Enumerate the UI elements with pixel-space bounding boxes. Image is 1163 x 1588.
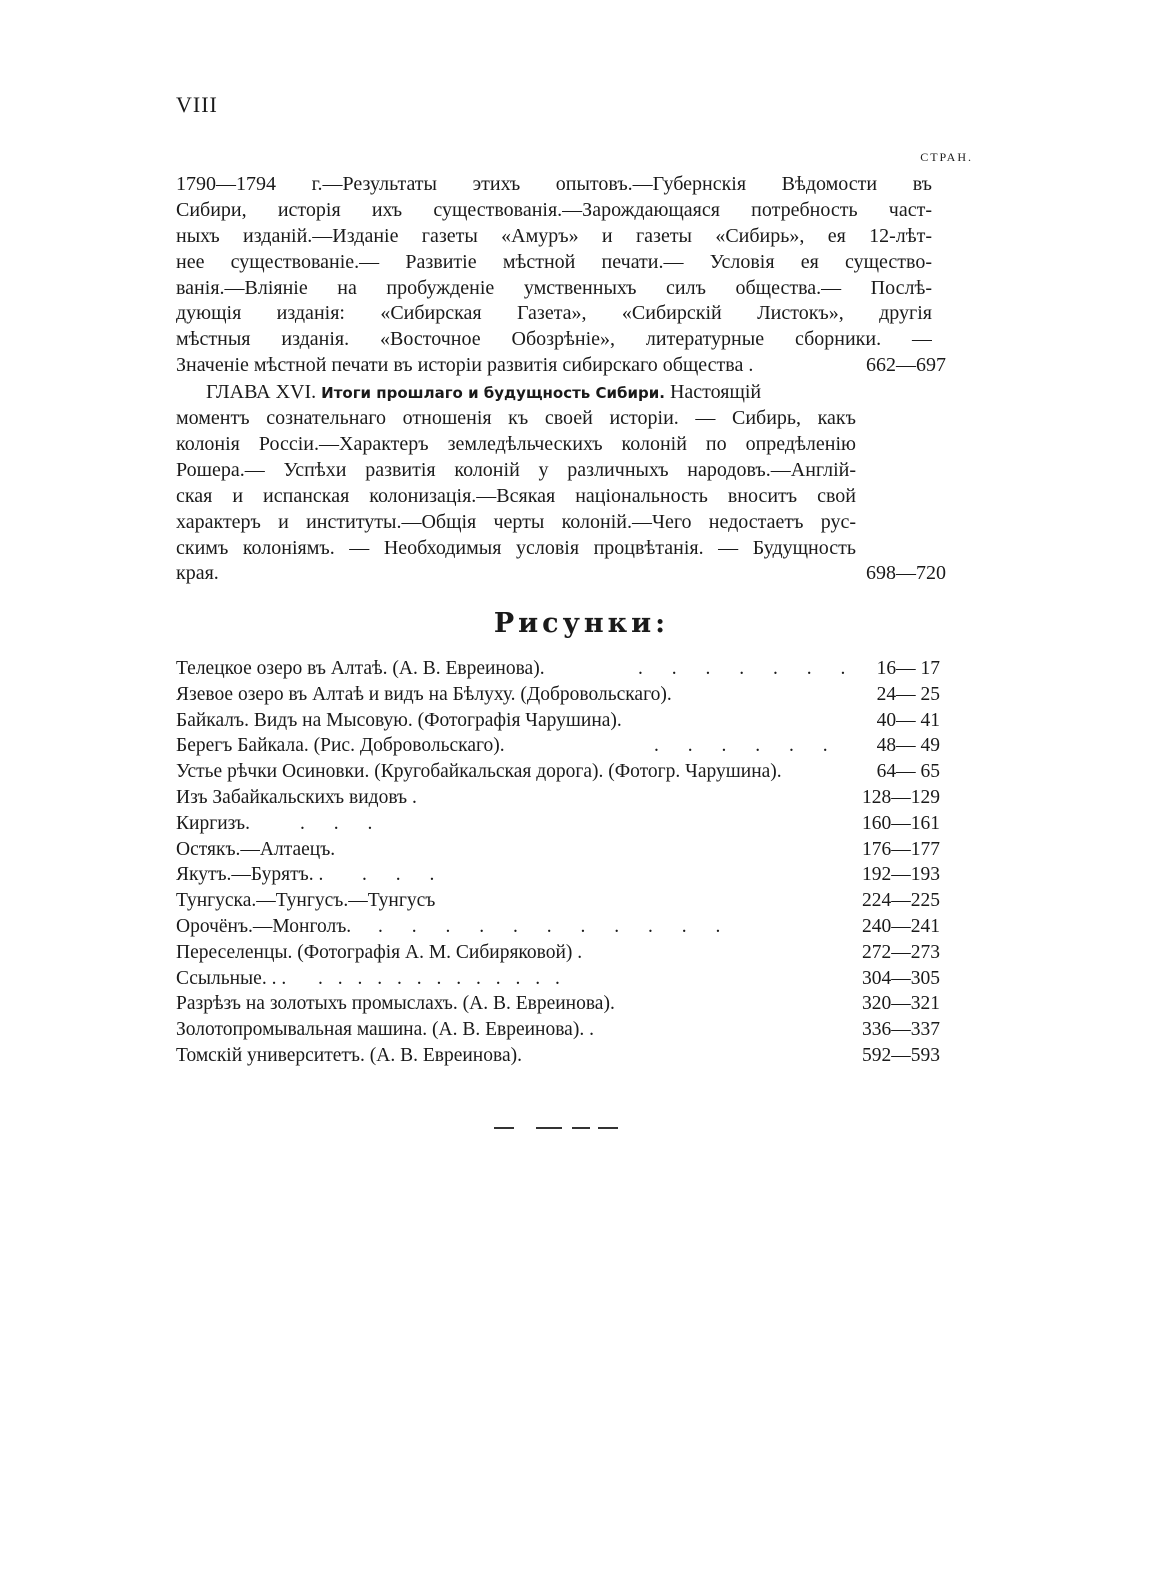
figure-pages: 128—129	[862, 786, 940, 808]
figures-list	[176, 656, 940, 1069]
figure-pages: 336—337	[862, 1019, 940, 1041]
figure-title: Берегъ Байкала. (Рис. Добровольскаго).	[176, 735, 505, 757]
figure-title: Переселенцы. (Фотографія А. М. Сибиряковой) .	[176, 941, 583, 963]
toc-line-text: Значеніе мѣстной печати въ исторіи развитія сибирскаго общества .	[176, 354, 754, 377]
toc-line	[176, 224, 932, 250]
end-rule-segment	[536, 1127, 562, 1129]
figure-title: Тунгуска.—Тунгусъ.—Тунгусъ	[176, 890, 436, 912]
end-rule-segment	[598, 1127, 618, 1129]
figure-entry	[176, 708, 940, 734]
figure-title: Орочёнъ.—Монголъ.	[176, 915, 352, 937]
toc-line	[176, 327, 932, 353]
toc-line	[176, 276, 932, 302]
figure-entry	[176, 682, 940, 708]
leader-dots: . . . . . . . . . . .	[378, 915, 733, 937]
pages-column-header: СТРАН.	[920, 150, 973, 164]
toc-line-text: 1790—1794 г.—Результаты этихъ опытовъ.—Губернскія Вѣдомости въ	[176, 173, 932, 195]
figure-title: Киргизъ.	[176, 812, 250, 834]
figure-pages: 16— 17	[876, 658, 940, 679]
chapter-line	[176, 432, 856, 458]
chapter-last-line: края.	[176, 562, 219, 585]
toc-line-text: Сибири, исторія ихъ существованія.—Зарождающаяся потребность част-	[176, 198, 932, 221]
figure-title: Разрѣзъ на золотыхъ промыслахъ. (А. В. Евреинова).	[176, 993, 615, 1015]
chapter-line	[176, 458, 856, 484]
figure-pages: 192—193	[862, 864, 940, 886]
figure-title: Остякъ.—Алтаецъ.	[176, 838, 336, 860]
figure-pages: 320—321	[862, 993, 940, 1015]
leader-dots: . . .	[362, 864, 447, 886]
leader-dots: . . . . . .	[654, 735, 840, 757]
chapter-line-text: Рошера.— Успѣхи развитія колоній у различныхъ народовъ.—Англій-	[176, 458, 856, 481]
chapter-line	[176, 406, 856, 432]
figure-pages: 240—241	[862, 915, 940, 937]
figure-entry	[176, 966, 940, 992]
toc-line	[176, 198, 932, 224]
figure-title: Изъ Забайкальскихъ видовъ .	[176, 786, 417, 808]
figure-entry	[176, 656, 940, 682]
chapter-line	[176, 536, 856, 562]
figure-entry	[176, 785, 940, 811]
chapter-line	[176, 484, 856, 510]
toc-line-text: ванія.—Вліяніе на пробужденіе умственныхъ силъ общества.— Послѣ-	[176, 276, 932, 299]
figure-entry	[176, 888, 940, 914]
figure-pages: 160—161	[862, 812, 940, 834]
figure-pages: 224—225	[862, 890, 940, 912]
chapter-label: ГЛАВА XVI.	[206, 381, 317, 404]
page-number: VIII	[176, 92, 218, 117]
toc-line-text: мѣстныя изданія. «Восточное Обозрѣніе», литературные сборники. —	[176, 328, 932, 351]
figure-entry	[176, 733, 940, 759]
chapter-title: Итоги прошлаго и будущность Сибири.	[321, 384, 665, 403]
toc-line	[176, 353, 946, 379]
leader-dots: . . .	[300, 812, 385, 834]
figure-title: Ссыльные. . .	[176, 967, 287, 989]
figure-pages: 64— 65	[876, 761, 940, 783]
figure-entry	[176, 991, 940, 1017]
toc-page-range: 662—697	[860, 353, 946, 379]
end-rule-segment	[494, 1127, 514, 1129]
toc-line	[176, 172, 932, 198]
toc-page-range: 698—720	[860, 561, 946, 587]
leader-dots: . . . . . . . . . . . . .	[318, 967, 565, 989]
figure-entry	[176, 862, 940, 888]
figure-title: Томскій университетъ. (А. В. Евреинова).	[176, 1044, 522, 1066]
chapter-line-text: характеръ и институты.—Общія черты колоній.—Чего недостаетъ рус-	[176, 510, 856, 533]
figure-pages: 48— 49	[876, 735, 940, 757]
figures-heading: Рисунки:	[493, 608, 670, 639]
chapter-line-text: моментъ сознательнаго отношенія къ своей исторіи. — Сибирь, какъ	[176, 407, 856, 430]
figure-title: Устье рѣчки Осиновки. (Кругобайкальская дорога). (Фотогр. Чарушина).	[176, 761, 782, 783]
toc-line-text: ныхъ изданій.—Изданіе газеты «Амуръ» и газеты «Сибирь», ея 12-лѣт-	[176, 224, 932, 247]
table-of-contents	[176, 172, 946, 587]
figure-pages: 592—593	[862, 1044, 940, 1066]
figure-entry	[176, 1017, 940, 1043]
end-rule-segment	[572, 1127, 590, 1129]
figure-pages: 40— 41	[876, 709, 940, 731]
figure-pages: 24— 25	[876, 683, 940, 705]
figure-pages: 304—305	[862, 967, 940, 989]
toc-line	[176, 301, 932, 327]
figure-entry	[176, 940, 940, 966]
figure-title: Телецкое озеро въ Алтаѣ. (А. В. Евреинова).	[176, 658, 545, 679]
toc-line-text: дующія изданія: «Сибирская Газета», «Сибирскій Листокъ», другія	[176, 302, 932, 325]
figure-title: Якутъ.—Бурятъ. .	[176, 864, 324, 886]
figure-title: Золотопромывальная машина. (А. В. Евреинова). .	[176, 1019, 594, 1041]
figure-entry	[176, 759, 940, 785]
chapter-first-line-rest: Настоящій	[669, 381, 762, 404]
chapter-line-text: скимъ колоніямъ. — Необходимыя условія процвѣтанія. — Будущность	[176, 536, 856, 559]
figure-pages: 272—273	[862, 941, 940, 963]
figure-entry	[176, 1043, 940, 1069]
chapter-line	[176, 561, 946, 587]
figure-entry	[176, 914, 940, 940]
figure-pages: 176—177	[862, 838, 940, 860]
figure-entry	[176, 837, 940, 863]
figure-entry	[176, 811, 940, 837]
chapter-line	[176, 510, 856, 536]
chapter-line-text: ская и испанская колонизація.—Всякая національность вноситъ свой	[176, 484, 856, 507]
leader-dots: . . . . . . .	[638, 658, 858, 679]
toc-line	[176, 250, 932, 276]
figure-title: Байкалъ. Видъ на Мысовую. (Фотографія Чарушина).	[176, 709, 622, 731]
chapter-heading-line	[176, 379, 946, 406]
figure-title: Язевое озеро въ Алтаѣ и видъ на Бѣлуху. (Добровольскаго).	[176, 683, 672, 705]
toc-line-text: нее существованіе.— Развитіе мѣстной печати.— Условія ея существо-	[176, 250, 932, 273]
chapter-line-text: колонія Россіи.—Характеръ земледѣльческихъ колоній по опредѣленію	[176, 433, 856, 456]
